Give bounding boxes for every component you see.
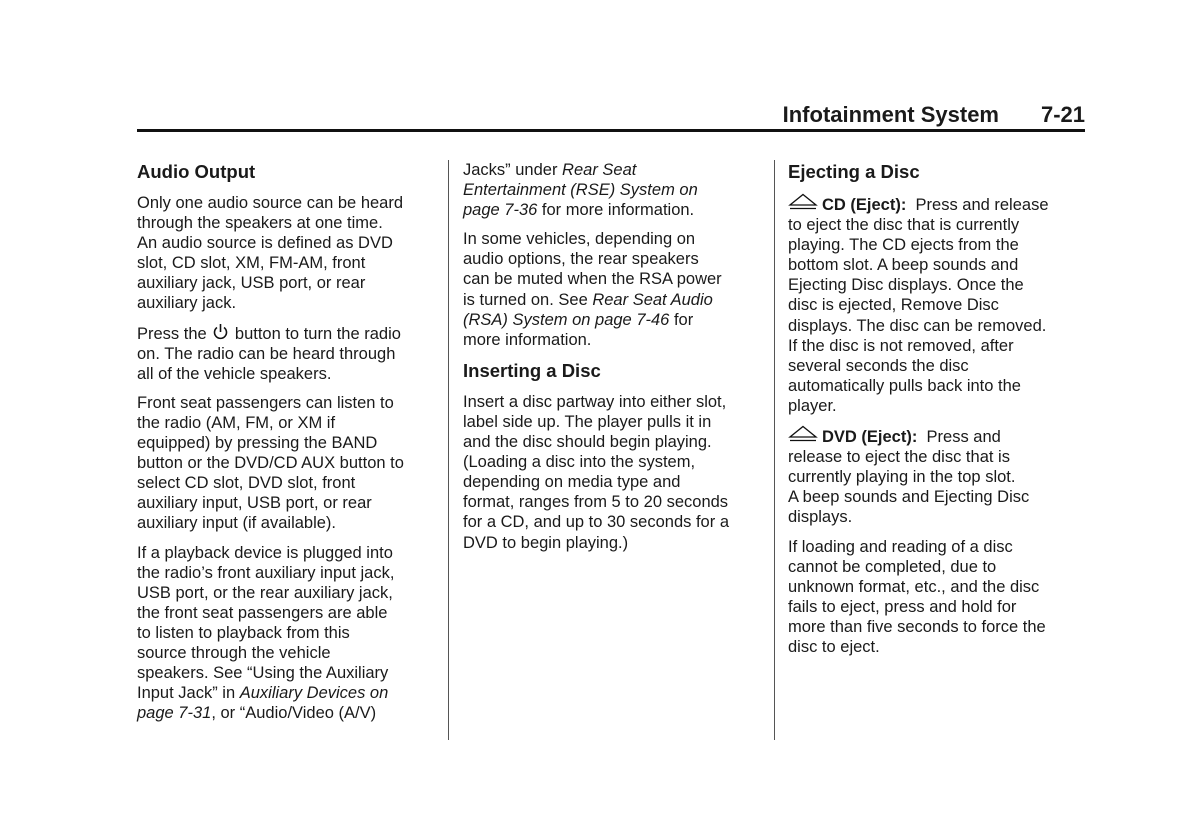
text-line xyxy=(463,310,763,330)
text-line: slot, CD slot, XM, FM-AM, front xyxy=(137,254,366,273)
text-line: and the disc should begin playing. xyxy=(463,433,712,452)
text: Press the xyxy=(137,324,207,343)
text-line: audio options, the rear speakers xyxy=(463,250,699,269)
paragraph xyxy=(137,323,437,384)
text-line: format, ranges from 5 to 20 seconds xyxy=(463,493,729,512)
text-line: Ejecting Disc displays. Once the xyxy=(788,276,1024,295)
text-line: A beep sounds and Ejecting Disc xyxy=(788,488,1030,507)
text-line: auxiliary jack. xyxy=(137,294,237,313)
text-line: depending on media type and xyxy=(463,473,681,492)
text-line: player. xyxy=(788,396,837,415)
text-line: bottom slot. A beep sounds and xyxy=(788,256,1019,275)
heading-inserting-a-disc: Inserting a Disc xyxy=(463,359,601,381)
text-line: Insert a disc partway into either slot, xyxy=(463,392,727,411)
text-line: several seconds the disc xyxy=(788,356,969,375)
eject-icon xyxy=(788,193,818,211)
section-title: Infotainment System xyxy=(782,102,999,127)
paragraph xyxy=(137,543,437,724)
dvd-eject-term: DVD (Eject): xyxy=(822,428,918,447)
text: Press and xyxy=(926,428,1001,447)
text-line: If loading and reading of a disc xyxy=(788,537,1013,556)
paragraph xyxy=(463,229,763,350)
text-line: disc to eject. xyxy=(788,637,880,656)
text-line: label side up. The player pulls it in xyxy=(463,412,712,431)
cross-reference-link[interactable]: page 7-36 xyxy=(463,201,538,220)
paragraph xyxy=(463,392,763,553)
text-line xyxy=(137,683,437,703)
text-line: In some vehicles, depending on xyxy=(463,230,696,249)
text-line: automatically pulls back into the xyxy=(788,376,1021,395)
page-number: 7-21 xyxy=(1040,102,1085,127)
text-line: the radio (AM, FM, or XM if xyxy=(137,413,336,432)
text-line: can be muted when the RSA power xyxy=(463,270,722,289)
text-line: currently playing in the top slot. xyxy=(788,468,1016,487)
text-line xyxy=(137,323,437,344)
text-line: source through the vehicle xyxy=(137,643,331,662)
text-line xyxy=(463,200,763,220)
text-line: for a CD, and up to 30 seconds for a xyxy=(463,513,729,532)
text-line: to eject the disc that is currently xyxy=(788,216,1020,235)
text-line: auxiliary input (if available). xyxy=(137,514,337,533)
text-line: more than five seconds to force the xyxy=(788,617,1046,636)
text-line xyxy=(788,425,1088,447)
cross-reference-link[interactable]: Entertainment (RSE) System on xyxy=(463,181,698,200)
text-line: USB port, or the rear auxiliary jack, xyxy=(137,583,393,602)
cross-reference-link[interactable]: page 7-31 xyxy=(137,704,212,723)
text-line xyxy=(463,180,763,200)
text-line: auxiliary input, USB port, or rear xyxy=(137,494,372,513)
text: for xyxy=(669,310,694,329)
column-3 xyxy=(788,160,1088,666)
cd-eject-term: CD (Eject): xyxy=(822,196,907,214)
paragraph xyxy=(137,193,437,314)
text: , or “Audio/Video (A/V) xyxy=(211,704,377,723)
text-line: through the speakers at one time. xyxy=(137,214,383,233)
text-line: the radio’s front auxiliary input jack, xyxy=(137,563,395,582)
text-line: speakers. See “Using the Auxiliary xyxy=(137,664,389,683)
text-line: equipped) by pressing the BAND xyxy=(137,434,378,453)
page-header xyxy=(137,101,1085,132)
text-line: Only one audio source can be heard xyxy=(137,194,404,212)
text-line: release to eject the disc that is xyxy=(788,448,1010,467)
paragraph xyxy=(788,193,1088,416)
text-line: An audio source is defined as DVD xyxy=(137,234,393,253)
column-divider xyxy=(774,160,775,740)
text: is turned on. See xyxy=(463,290,593,309)
cross-reference-link[interactable]: Rear Seat xyxy=(562,161,637,179)
text-line: auxiliary jack, USB port, or rear xyxy=(137,274,366,293)
text-line: playing. The CD ejects from the xyxy=(788,236,1019,255)
text-line: unknown format, etc., and the disc xyxy=(788,577,1040,596)
text-line: select CD slot, DVD slot, front xyxy=(137,474,356,493)
text: Jacks” under xyxy=(463,161,563,179)
text-line: If the disc is not removed, after xyxy=(788,336,1014,355)
text-line: Front seat passengers can listen to xyxy=(137,393,394,412)
heading-ejecting-a-disc: Ejecting a Disc xyxy=(788,161,920,182)
text-line: displays. xyxy=(788,508,853,527)
text-line: all of the vehicle speakers. xyxy=(137,364,332,383)
text-line: cannot be completed, due to xyxy=(788,557,997,576)
text-line xyxy=(788,193,1088,215)
text-line: If a playback device is plugged into xyxy=(137,543,393,562)
text-line xyxy=(137,703,437,723)
text-line: button or the DVD/CD AUX button to xyxy=(137,454,404,473)
text-line: more information. xyxy=(463,330,592,349)
power-icon xyxy=(212,323,229,341)
cross-reference-link[interactable]: (RSA) System on page 7-46 xyxy=(463,310,670,329)
paragraph xyxy=(463,160,763,220)
text: Input Jack” in xyxy=(137,684,240,703)
paragraph xyxy=(137,393,437,534)
text-line: to listen to playback from this xyxy=(137,623,350,642)
paragraph xyxy=(788,425,1088,527)
text: Press and release xyxy=(915,196,1049,214)
heading-audio-output: Audio Output xyxy=(137,161,256,182)
column-1 xyxy=(137,160,437,732)
column-2 xyxy=(463,160,763,562)
cross-reference-link[interactable]: Auxiliary Devices on xyxy=(239,684,389,703)
text-line: disc is ejected, Remove Disc xyxy=(788,296,999,315)
text: button to turn the radio xyxy=(234,324,401,343)
cross-reference-link[interactable]: Rear Seat Audio xyxy=(592,290,713,309)
text-line: displays. The disc can be removed. xyxy=(788,316,1047,335)
text-line xyxy=(463,160,763,180)
eject-icon xyxy=(788,425,818,443)
text-line: (Loading a disc into the system, xyxy=(463,453,696,472)
text-line: DVD to begin playing.) xyxy=(463,533,629,552)
text-line: the front seat passengers are able xyxy=(137,603,388,622)
text-line: on. The radio can be heard through xyxy=(137,344,396,363)
column-divider xyxy=(448,160,449,740)
text-line xyxy=(463,290,763,310)
paragraph xyxy=(788,537,1088,658)
text-line: fails to eject, press and hold for xyxy=(788,597,1017,616)
text: for more information. xyxy=(537,201,695,220)
